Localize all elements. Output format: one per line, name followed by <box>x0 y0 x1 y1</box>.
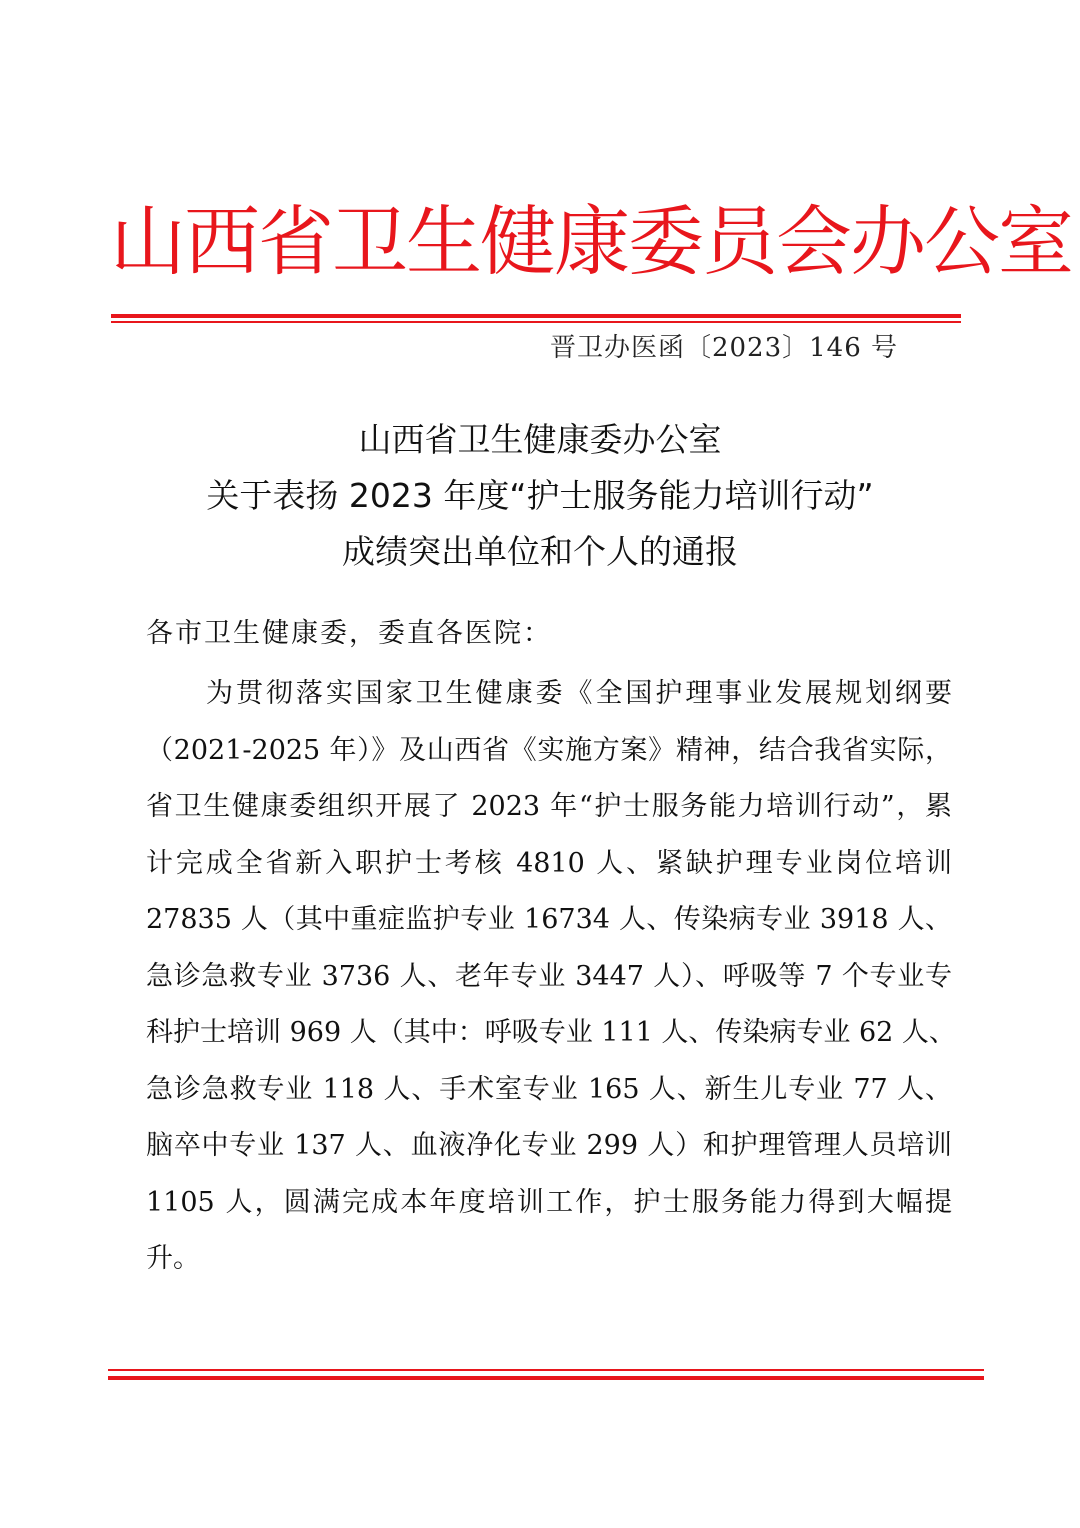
body-line: 计完成全省新入职护士考核 4810 人、紧缺护理专业岗位培训 <box>146 847 952 879</box>
body-paragraph <box>146 666 956 1288</box>
body-line: 急诊急救专业 3736 人、老年专业 3447 人）、呼吸等 7 个专业专 <box>146 960 952 992</box>
body-line: 急诊急救专业 118 人、手术室专业 165 人、新生儿专业 77 人、 <box>146 1073 952 1105</box>
document-number: 晋卫办医函〔2023〕146 号 <box>549 333 898 363</box>
title-line-1: 山西省卫生健康委办公室 <box>358 420 722 459</box>
body-line: 27835 人（其中重症监护专业 16734 人、传染病专业 3918 人、 <box>146 904 952 935</box>
body-line: 1105 人，圆满完成本年度培训工作，护士服务能力得到大幅提 <box>146 1186 952 1218</box>
masthead-red-rule-thin <box>111 321 961 323</box>
title-line-2: 关于表扬 2023 年度“护士服务能力培训行动” <box>206 476 874 515</box>
masthead-red-rule-thick <box>111 314 961 318</box>
footer-red-rule-thin <box>108 1369 984 1371</box>
body-line: （2021-2025 年）》及山西省《实施方案》精神，结合我省实际， <box>146 734 952 766</box>
salutation: 各市卫生健康委，委直各医院： <box>146 618 552 649</box>
document-title <box>100 412 980 580</box>
title-line-3: 成绩突出单位和个人的通报 <box>342 532 738 571</box>
body-line: 升。 <box>146 1243 200 1274</box>
body-line: 省卫生健康委组织开展了 2023 年“护士服务能力培训行动”，累 <box>146 791 952 822</box>
body-line: 科护士培训 969 人（其中：呼吸专业 111 人、传染病专业 62 人、 <box>146 1017 956 1048</box>
body-line: 为贯彻落实国家卫生健康委《全国护理事业发展规划纲要 <box>206 678 952 709</box>
body-line: 脑卒中专业 137 人、血液净化专业 299 人）和护理管理人员培训 <box>146 1130 952 1161</box>
masthead-organization: 山西省卫生健康委员会办公室 <box>110 197 1072 286</box>
footer-red-rule-thick <box>108 1376 984 1380</box>
